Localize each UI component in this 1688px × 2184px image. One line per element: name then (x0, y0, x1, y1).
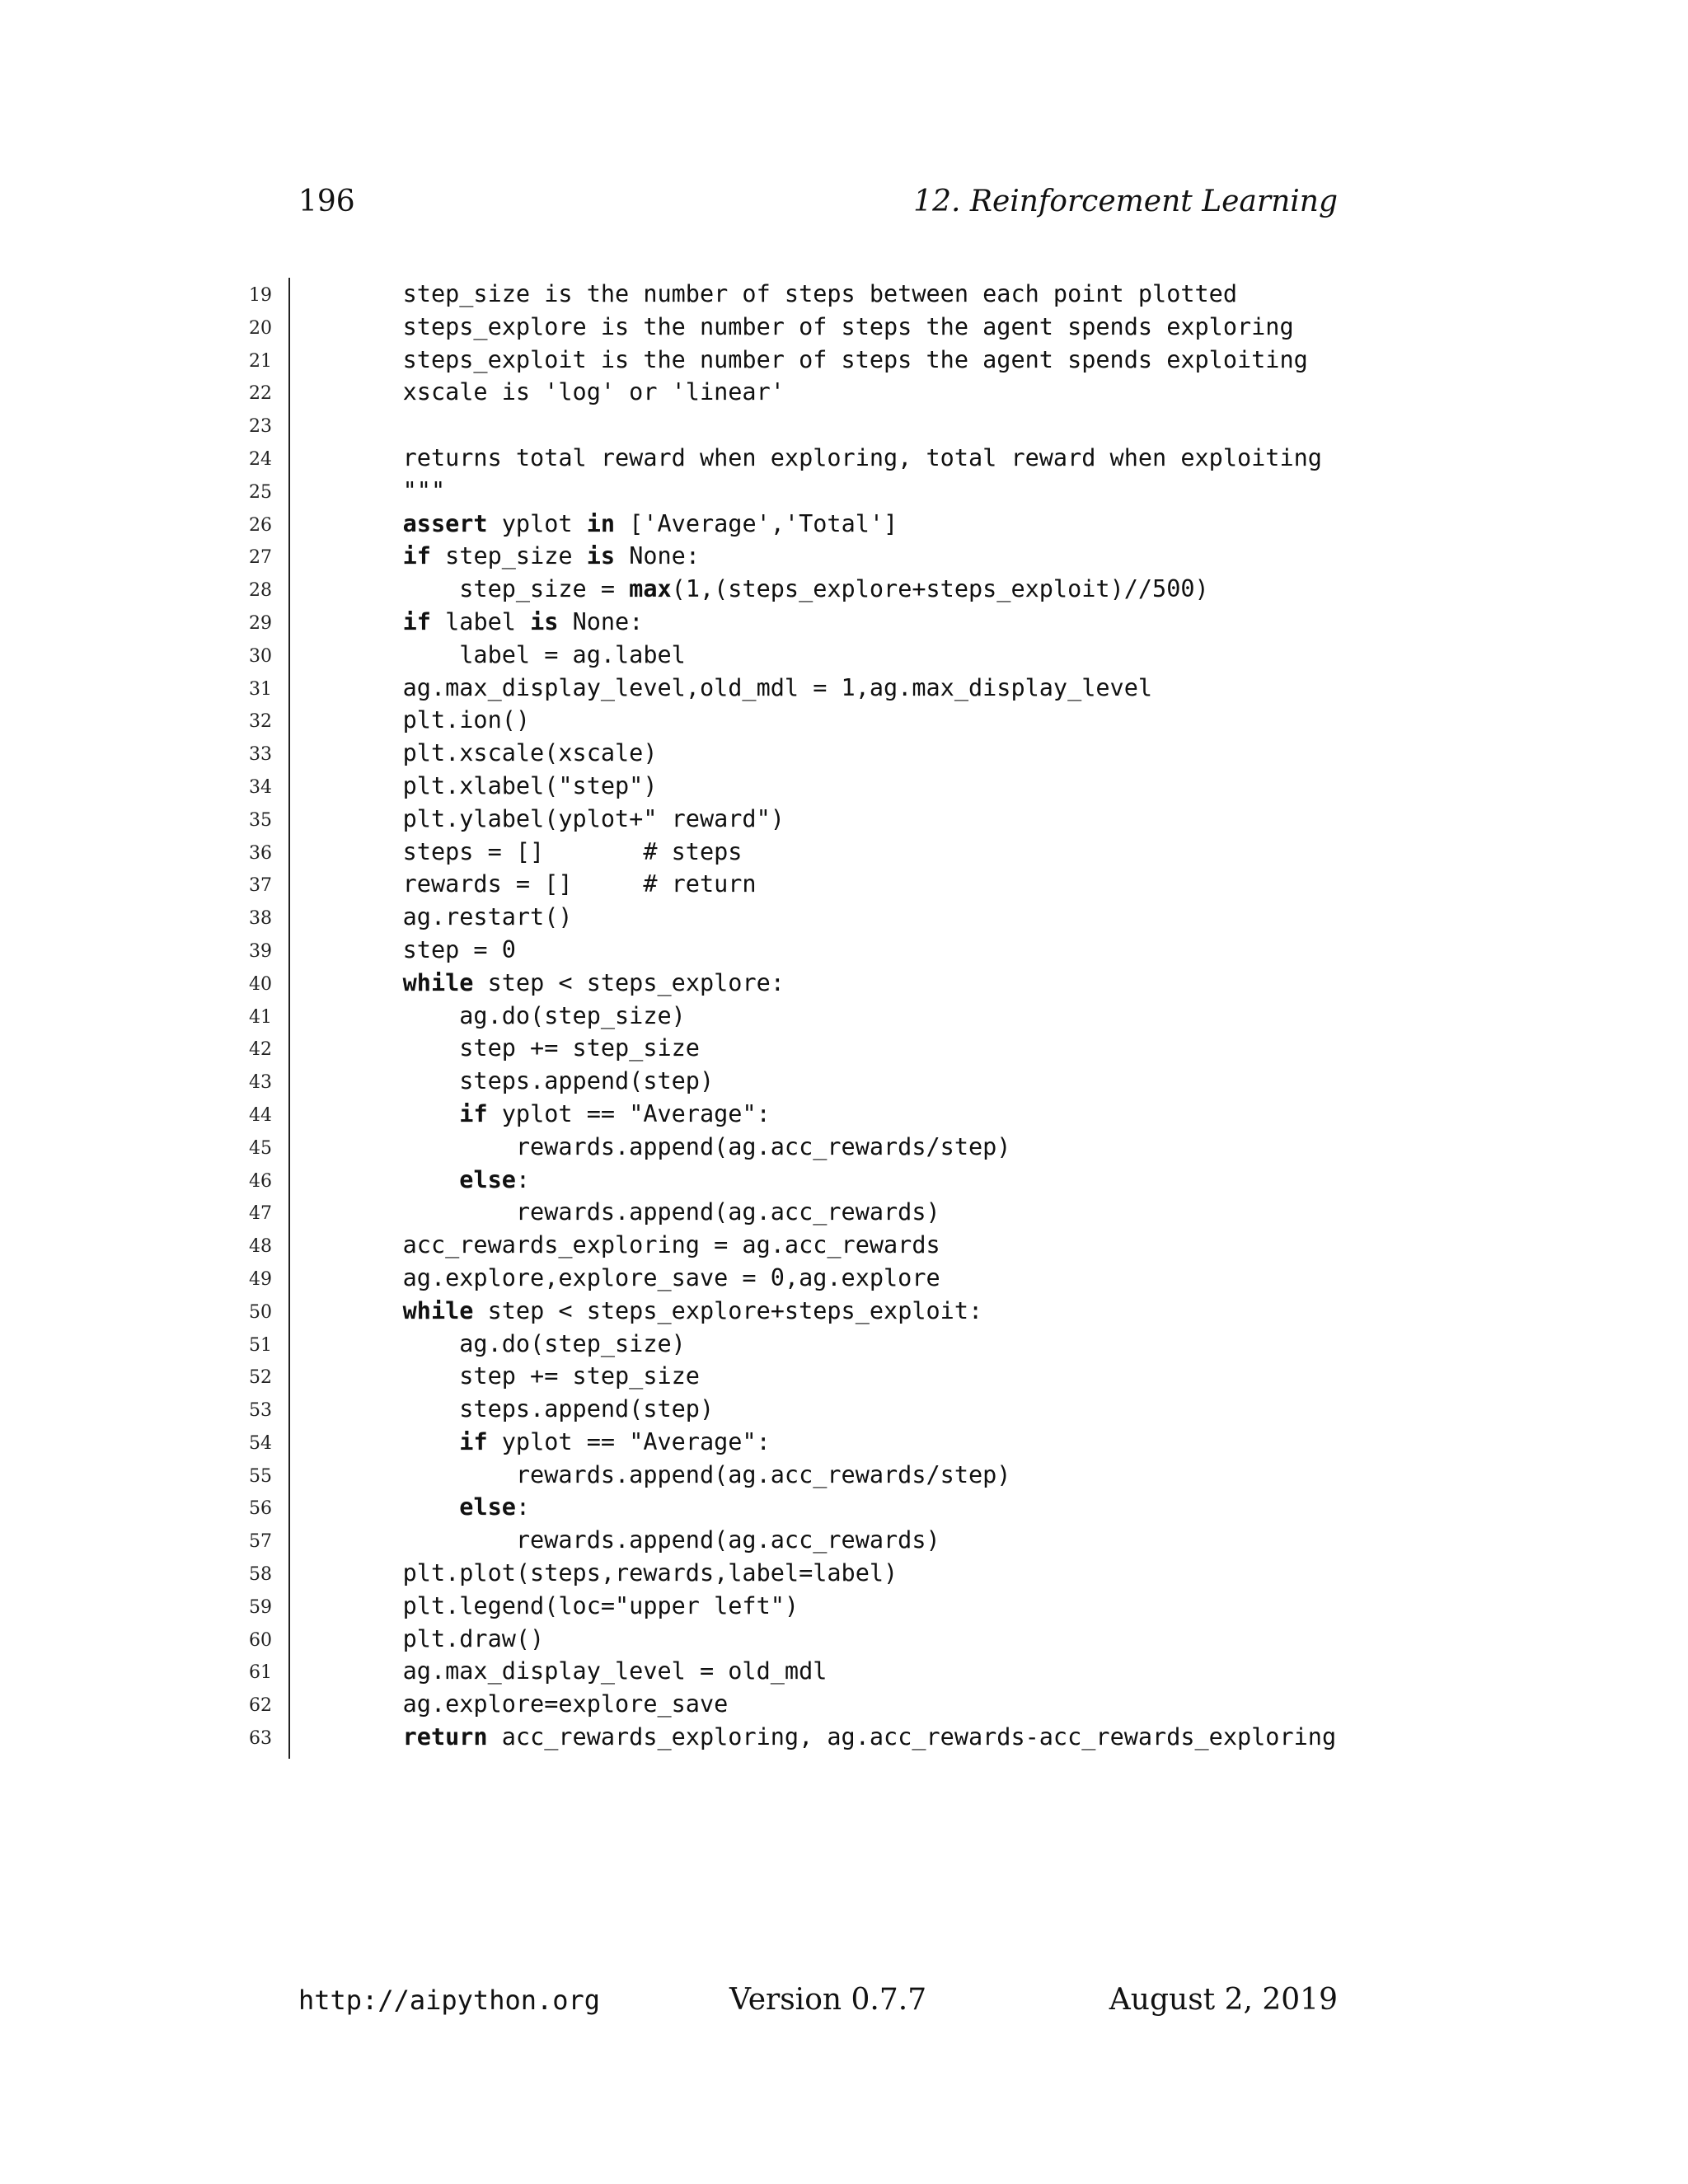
code-segment: steps_explore is the number of steps the agent spends exploring (346, 312, 1294, 340)
code-text (346, 1360, 700, 1393)
code-text (346, 1098, 771, 1131)
line-number: 36 (249, 842, 272, 864)
line-number: 28 (249, 580, 272, 602)
code-line (0, 1065, 1688, 1098)
code-line (0, 868, 1688, 901)
code-line (0, 540, 1688, 573)
code-line (0, 278, 1688, 311)
code-segment: step < steps_explore+steps_exploit: (473, 1296, 983, 1324)
line-number: 62 (249, 1695, 272, 1717)
code-segment: rewards.append(ag.acc_rewards/step) (346, 1132, 1011, 1160)
code-segment (346, 1100, 459, 1127)
code-line (0, 606, 1688, 639)
code-segment (346, 1493, 459, 1521)
code-segment: rewards.append(ag.acc_rewards) (346, 1526, 940, 1554)
code-segment (346, 1297, 403, 1324)
code-text (346, 1721, 1336, 1754)
line-number: 23 (249, 416, 272, 438)
code-text (346, 1426, 771, 1459)
code-text (346, 475, 445, 508)
line-number: 40 (249, 973, 272, 995)
code-segment: ag.explore=explore_save (346, 1690, 729, 1718)
line-number: 58 (249, 1564, 272, 1586)
code-text (346, 1655, 827, 1688)
code-text (346, 508, 898, 541)
code-text (346, 1131, 1010, 1164)
code-text (346, 344, 1308, 377)
code-line (0, 967, 1688, 1000)
line-number: 19 (249, 285, 272, 306)
line-number: 56 (249, 1498, 272, 1520)
code-line (0, 770, 1688, 803)
line-number: 30 (249, 645, 272, 667)
code-line (0, 1000, 1688, 1033)
code-keyword: while (402, 968, 474, 996)
code-segment: None: (558, 607, 644, 635)
code-segment: plt.legend(loc="upper left") (346, 1591, 799, 1619)
code-text (346, 1557, 898, 1590)
code-line (0, 1393, 1688, 1426)
code-line (0, 934, 1688, 967)
code-segment: yplot == "Average": (487, 1427, 771, 1455)
code-line (0, 1557, 1688, 1590)
code-keyword: is (530, 607, 559, 635)
code-text (346, 573, 1209, 606)
code-line (0, 475, 1688, 508)
code-line (0, 1032, 1688, 1065)
line-number: 46 (249, 1170, 272, 1192)
code-text (346, 1524, 940, 1557)
code-listing (0, 278, 1688, 1754)
code-segment: steps = [] # steps (346, 837, 743, 865)
code-segment: : (515, 1493, 531, 1521)
code-line (0, 376, 1688, 409)
code-segment: label = ag.label (346, 640, 686, 668)
code-text (346, 278, 1237, 311)
code-line (0, 1459, 1688, 1492)
code-text (346, 868, 757, 901)
code-line (0, 1196, 1688, 1229)
line-number: 45 (249, 1137, 272, 1159)
code-keyword: if (402, 542, 431, 570)
code-segment (346, 1723, 403, 1750)
code-line (0, 409, 1688, 442)
line-number: 55 (249, 1465, 272, 1487)
footer-version: Version 0.7.7 (729, 1983, 927, 2017)
code-line (0, 1491, 1688, 1524)
line-number: 48 (249, 1236, 272, 1258)
code-text (346, 1229, 940, 1262)
code-keyword: in (586, 509, 616, 537)
line-number: 54 (249, 1432, 272, 1454)
code-keyword: if (459, 1099, 488, 1127)
code-segment: step_size = (346, 575, 630, 603)
code-text (346, 737, 658, 770)
code-segment: plt.draw() (346, 1624, 545, 1652)
code-line (0, 1295, 1688, 1328)
code-segment: ag.do(step_size) (346, 1001, 686, 1029)
code-text (346, 1000, 686, 1033)
footer-date: August 2, 2019 (1109, 1983, 1338, 2017)
code-text (346, 1032, 700, 1065)
code-segment (346, 1166, 459, 1193)
line-number: 35 (249, 809, 272, 831)
code-text (346, 1688, 728, 1721)
code-text (346, 1328, 686, 1361)
line-number: 51 (249, 1334, 272, 1356)
code-line (0, 344, 1688, 377)
line-number: 50 (249, 1301, 272, 1323)
code-keyword: while (402, 1296, 474, 1324)
code-segment: plt.xlabel("step") (346, 771, 658, 799)
line-number: 34 (249, 776, 272, 798)
line-number: 26 (249, 514, 272, 536)
code-segment: step < steps_explore: (473, 968, 785, 996)
line-number: 41 (249, 1006, 272, 1028)
line-number: 31 (249, 678, 272, 700)
code-segment (346, 608, 403, 635)
line-number: 44 (249, 1104, 272, 1126)
code-segment: plt.ion() (346, 706, 531, 734)
code-segment: rewards.append(ag.acc_rewards) (346, 1198, 940, 1226)
code-segment: label (430, 607, 531, 635)
code-line (0, 1131, 1688, 1164)
code-segment: None: (615, 542, 700, 570)
code-segment: acc_rewards_exploring, ag.acc_rewards-acc_rewards_exploring (487, 1723, 1337, 1751)
code-segment: ag.restart() (346, 903, 573, 931)
code-segment (346, 542, 403, 569)
code-segment: plt.xscale(xscale) (346, 739, 658, 767)
code-segment: xscale is 'log' or 'linear' (346, 378, 785, 406)
code-text (346, 311, 1294, 344)
code-text (346, 1196, 940, 1229)
code-text (346, 934, 516, 967)
code-segment: step = 0 (346, 935, 516, 963)
code-line (0, 1229, 1688, 1262)
line-number: 37 (249, 875, 272, 897)
code-text (346, 770, 658, 803)
code-segment: yplot (487, 509, 587, 537)
line-number: 22 (249, 383, 272, 405)
line-number: 42 (249, 1039, 272, 1061)
code-text (346, 606, 643, 639)
line-number: 38 (249, 908, 272, 930)
code-text (346, 1065, 714, 1098)
line-number: 29 (249, 612, 272, 634)
code-line (0, 311, 1688, 344)
line-number: 21 (249, 350, 272, 372)
code-line (0, 1426, 1688, 1459)
code-segment: (1,(steps_explore+steps_exploit)//500) (671, 575, 1209, 603)
code-text (346, 672, 1152, 705)
code-line (0, 1262, 1688, 1295)
code-line (0, 1360, 1688, 1393)
page-number: 196 (298, 185, 355, 218)
code-text (346, 901, 573, 934)
code-segment: yplot == "Average": (487, 1099, 771, 1127)
code-keyword: if (459, 1427, 488, 1455)
code-line (0, 1688, 1688, 1721)
line-number: 27 (249, 547, 272, 569)
code-segment: """ (346, 476, 446, 504)
code-text (346, 1262, 940, 1295)
code-segment: ag.do(step_size) (346, 1329, 686, 1357)
code-keyword: is (586, 542, 616, 570)
code-line (0, 803, 1688, 836)
code-segment: steps_exploit is the number of steps the agent spends exploiting (346, 345, 1308, 373)
line-number: 24 (249, 448, 272, 470)
code-segment: ag.max_display_level,old_mdl = 1,ag.max_display_level (346, 673, 1153, 701)
code-segment: ag.max_display_level = old_mdl (346, 1657, 828, 1685)
code-text (346, 442, 1322, 475)
code-segment: steps.append(step) (346, 1067, 715, 1095)
code-text (346, 704, 530, 737)
code-line (0, 1328, 1688, 1361)
code-text (346, 1295, 982, 1328)
code-line (0, 1164, 1688, 1197)
line-number: 59 (249, 1596, 272, 1618)
code-line (0, 1655, 1688, 1688)
code-keyword: if (402, 607, 431, 635)
code-line (0, 508, 1688, 541)
code-segment: step += step_size (346, 1362, 700, 1390)
code-line (0, 1524, 1688, 1557)
code-text (346, 376, 785, 409)
code-line (0, 836, 1688, 869)
code-segment: steps.append(step) (346, 1395, 715, 1423)
code-text (346, 1393, 714, 1426)
line-number: 60 (249, 1629, 272, 1651)
code-segment: step += step_size (346, 1034, 700, 1062)
code-keyword: max (629, 575, 672, 603)
code-line (0, 1623, 1688, 1656)
code-segment: ag.explore,explore_save = 0,ag.explore (346, 1263, 940, 1291)
code-text (346, 1164, 530, 1197)
line-number: 47 (249, 1203, 272, 1225)
code-line (0, 639, 1688, 672)
line-number: 25 (249, 481, 272, 503)
line-number: 32 (249, 711, 272, 733)
code-segment: rewards = [] # return (346, 870, 757, 898)
line-number: 43 (249, 1072, 272, 1094)
code-text (346, 1459, 1010, 1492)
code-segment: returns total reward when exploring, total reward when exploiting (346, 443, 1322, 471)
code-text (346, 967, 785, 1000)
line-number: 53 (249, 1400, 272, 1422)
line-number: 52 (249, 1367, 272, 1389)
code-segment: rewards.append(ag.acc_rewards/step) (346, 1460, 1011, 1488)
code-keyword: return (402, 1723, 488, 1751)
code-line (0, 672, 1688, 705)
code-line (0, 1721, 1688, 1754)
code-keyword: else (459, 1493, 516, 1521)
code-line (0, 1590, 1688, 1623)
code-segment: plt.plot(steps,rewards,label=label) (346, 1559, 898, 1587)
code-line (0, 1098, 1688, 1131)
code-keyword: else (459, 1165, 516, 1193)
footer-url[interactable]: http://aipython.org (298, 1985, 601, 2016)
line-number: 63 (249, 1728, 272, 1750)
code-segment (346, 1428, 459, 1455)
code-text (346, 1491, 530, 1524)
code-text (346, 1590, 799, 1623)
code-line (0, 901, 1688, 934)
code-text (346, 639, 686, 672)
chapter-title: 12. Reinforcement Learning (913, 185, 1338, 218)
line-number: 49 (249, 1268, 272, 1290)
code-line (0, 573, 1688, 606)
line-number: 39 (249, 940, 272, 962)
line-number: 20 (249, 317, 272, 339)
code-text (346, 803, 785, 836)
code-segment (346, 510, 403, 537)
code-segment: ['Average','Total'] (615, 509, 898, 537)
code-segment (346, 969, 403, 996)
code-segment: plt.ylabel(yplot+" reward") (346, 804, 785, 832)
code-line (0, 704, 1688, 737)
line-number: 33 (249, 744, 272, 766)
code-segment: step_size is the number of steps between each point plotted (346, 280, 1237, 307)
code-line (0, 442, 1688, 475)
code-segment: step_size (430, 542, 587, 570)
line-number: 57 (249, 1531, 272, 1553)
code-line (0, 737, 1688, 770)
code-text (346, 1623, 544, 1656)
code-text (346, 540, 700, 573)
line-number: 61 (249, 1662, 272, 1684)
code-segment: : (515, 1165, 531, 1193)
code-text (346, 836, 742, 869)
code-segment: acc_rewards_exploring = ag.acc_rewards (346, 1231, 940, 1259)
code-keyword: assert (402, 509, 488, 537)
